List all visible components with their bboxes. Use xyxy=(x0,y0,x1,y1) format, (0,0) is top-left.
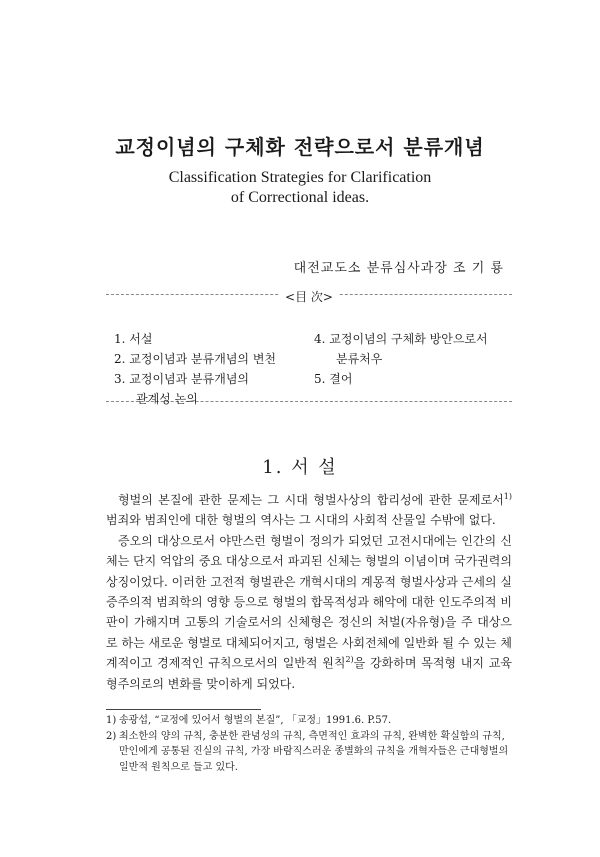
title-english-line1: Classification Strategies for Clarification xyxy=(168,169,432,186)
footnote-number: 1) xyxy=(106,715,117,726)
footnote-ref-1: 1) xyxy=(503,492,512,501)
toc-item-continuation: 분류처우 xyxy=(336,352,383,366)
title-english-line2: of Correctional ideas. xyxy=(230,189,370,206)
footnote-number: 2) xyxy=(106,730,117,742)
toc-item: 4. 교정이념의 구체화 방안으로서 xyxy=(314,332,488,346)
body-text xyxy=(106,490,512,694)
toc-right-column xyxy=(314,329,510,389)
toc-item: 2. 교정이념과 분류개념의 변천 xyxy=(114,352,276,366)
section-heading: 1. 서 설 xyxy=(262,457,338,478)
toc-item: 1. 서설 xyxy=(114,332,153,346)
title-english xyxy=(0,168,600,208)
paragraph-2-text: 증오의 대상으로서 야만스런 형벌이 정의가 되었던 고전시대에는 인간의 신체는 단지 억압의 중요 대상으로서 파괴된 신체는 형벌의 이념이며 국가권력의 상징이었다. 이러한 고전적 형벌관은 개혁시대의 계몽적 형벌사상과 근세의 실증주의적 범죄학의 영향 등으로 형벌의 합목적성과 해악에 대한 인도주의적 비판이 가해지며 고통의 기술로서의 신체형은 정신의 처벌(자유형)을 주 대상으로 하는 새로운 형벌로 대체되어지고, 형벌은 사회전체에 일반화 될 수 있는 체계적이고 경제적인 규칙으로서의 일반적 원칙 xyxy=(106,533,512,671)
footnote-2 xyxy=(106,729,512,776)
footnotes xyxy=(106,713,512,775)
footnote-text: 최소한의 양의 규칙, 충분한 관념성의 규칙, 측면적인 효과의 규칙, 완벽한 확실함의 규칙, 만인에게 공통된 진실의 규칙, 가장 바람직스러운 종별화의 규칙을 개혁자들은 근대형벌의 일반적 원칙으로 들고 있다. xyxy=(119,730,509,773)
toc-heading: <目 次> xyxy=(279,290,339,304)
title-korean: 교정이념의 구체화 전략으로서 분류개념 xyxy=(115,135,485,159)
toc-item: 3. 교정이념과 분류개념의 xyxy=(114,372,249,386)
paragraph-2-rest: 을 강화하며 목적형 내지 교육형주의로의 변화를 맞이하게 되었다. xyxy=(106,656,512,691)
paragraph-1-text: 형벌의 본질에 관한 문제는 그 시대 형벌사상의 합리성에 관한 문제로서 xyxy=(118,493,504,507)
toc-left-column xyxy=(114,329,314,409)
toc-heading-wrap xyxy=(106,286,512,305)
footnote-text: 송광섭, “교정에 있어서 형벌의 본질”, 「교정」1991.6. P.57. xyxy=(119,715,392,726)
footnote-divider xyxy=(106,709,261,710)
paragraph-1 xyxy=(106,490,512,531)
footnote-1 xyxy=(106,713,512,729)
footnote-ref-2: 2) xyxy=(345,655,354,665)
paragraph-2 xyxy=(106,531,512,694)
author-line: 대전교도소 분류심사과장 조 기 룡 xyxy=(293,261,504,276)
table-of-contents xyxy=(106,290,512,406)
toc-item: 5. 결어 xyxy=(314,372,353,386)
toc-item-continuation: 관계성 논의 xyxy=(136,392,198,406)
paragraph-1-rest: 범죄와 범죄인에 대한 형벌의 역사는 그 시대의 사회적 산물일 수밖에 없다. xyxy=(106,513,496,528)
